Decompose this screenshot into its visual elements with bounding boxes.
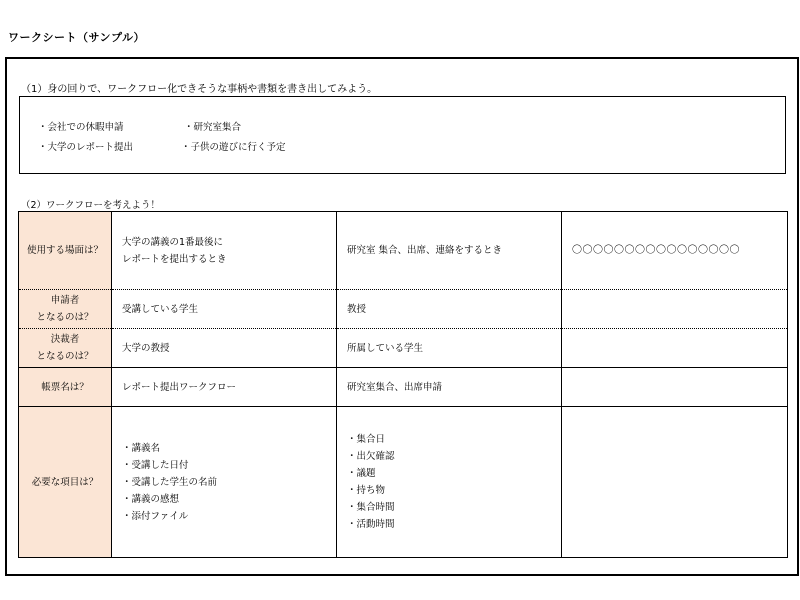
table-row [19,407,788,558]
cell-line: 〇〇〇〇〇〇〇〇〇〇〇〇〇〇〇〇 [572,245,740,256]
cell-line: レポートを提出するとき [122,253,227,265]
cell-line: ・受講した学生の名前 [122,476,218,488]
answer-cell-3 [562,329,788,368]
row-header-cell [19,368,112,407]
cell-line: ・出欠確認 [347,451,395,462]
cell-line: ・集合時間 [347,502,395,513]
answer-cell-2 [337,290,562,329]
workflow-table [18,211,788,558]
page-title: ワークシート（サンプル） [8,31,146,44]
example-item: ・子供の遊びに行く予定 [181,142,286,153]
cell-line: 受講している学生 [122,303,199,315]
answer-cell-1 [112,407,337,558]
cell-line: 研究室集合、出席申請 [347,381,443,393]
answer-cell-2 [337,407,562,558]
row-header-cell [19,212,112,290]
example-item: ・会社での休暇申請 [38,122,124,133]
section2-heading: （2）ワークフローを考えよう！ [21,200,161,211]
cell-line: 申請者 [50,295,80,306]
answer-cell-2 [337,329,562,368]
row-header-cell [19,407,112,558]
cell-line: 教授 [347,303,367,315]
example-item: ・研究室集合 [184,122,242,133]
cell-line: 決裁者 [50,334,80,345]
answer-cell-2 [337,212,562,290]
row-header-cell [19,290,112,329]
answer-cell-2 [337,368,562,407]
cell-line: ・集合日 [347,434,386,445]
cell-line: となるのは？ [36,312,94,323]
cell-line: ・活動時間 [347,519,395,530]
answer-cell-1 [112,368,337,407]
cell-line: ・受講した日付 [122,459,189,471]
answer-cell-1 [112,290,337,329]
answer-cell-3 [562,212,788,290]
row-header-cell [19,329,112,368]
cell-line: 大学の教授 [122,342,170,354]
cell-line: ・持ち物 [347,485,386,496]
cell-line: 大学の講義の1番最後に [122,236,224,248]
section1-answer-box [19,96,786,174]
cell-line: 研究室 集合、出席、連絡をするとき [347,245,503,256]
cell-line: レポート提出ワークフロー [122,381,237,393]
cell-line: 必要な項目は？ [31,476,99,488]
answer-cell-1 [112,212,337,290]
section1-heading: （1）身の回りで、ワークフロー化できそうな事柄や書類を書き出してみよう。 [21,84,378,95]
example-item: ・大学のレポート提出 [38,142,134,153]
cell-line: 使用する場面は？ [26,245,103,256]
table-row [19,368,788,407]
cell-line: 所属している学生 [347,342,424,354]
table-row [19,329,788,368]
table-row [19,212,788,290]
answer-cell-3 [562,368,788,407]
cell-line: ・添付ファイル [122,510,189,522]
cell-line: となるのは？ [36,351,94,362]
answer-cell-3 [562,407,788,558]
cell-line: 帳票名は？ [41,381,89,393]
cell-line: ・議題 [347,468,376,479]
table-row [19,290,788,329]
answer-cell-1 [112,329,337,368]
answer-cell-3 [562,290,788,329]
cell-line: ・講義名 [122,442,161,454]
cell-line: ・講義の感想 [122,493,180,505]
